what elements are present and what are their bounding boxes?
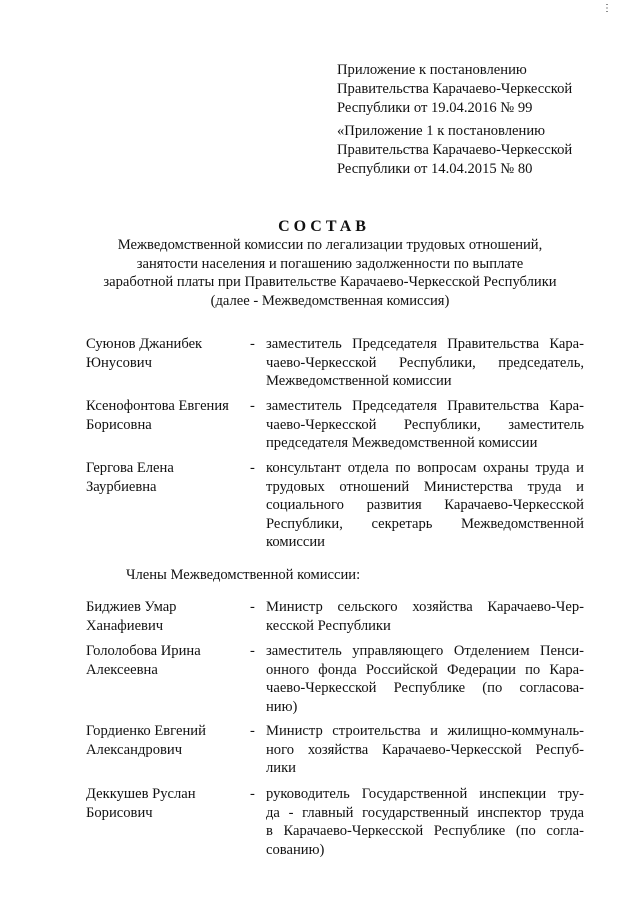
appendix-reference-original bbox=[337, 122, 597, 179]
entry-dash: - bbox=[250, 643, 255, 659]
role-line: Республики, секретарь Межведомственной bbox=[266, 515, 584, 532]
entry-role bbox=[266, 335, 584, 391]
entry-name bbox=[86, 335, 246, 372]
name-line: Гололобова Ирина bbox=[86, 643, 201, 659]
appendix-line: Республики от 19.04.2016 № 99 bbox=[337, 100, 533, 116]
name-line: Гордиенко Евгений bbox=[86, 723, 206, 739]
role-line: онного фонда Российской Федерации по Кара- bbox=[266, 661, 584, 678]
name-line: Заурбиевна bbox=[86, 478, 157, 495]
entry-name bbox=[86, 397, 246, 434]
appendix-line: Приложение к постановлению bbox=[337, 62, 527, 78]
role-line: заместитель Председателя Правительства Кара- bbox=[266, 336, 584, 352]
entry-role bbox=[266, 598, 584, 635]
name-line: Алексеевна bbox=[86, 661, 158, 678]
corner-mark: ⋮ bbox=[602, 3, 612, 14]
entry-role bbox=[266, 722, 584, 778]
role-line: в Карачаево-Черкесской Республике (по согла- bbox=[266, 823, 584, 839]
role-line: лики bbox=[266, 760, 296, 776]
subtitle-line: заработной платы при Правительстве Карачаево-Черкесской Республики bbox=[103, 274, 557, 290]
name-line: Юнусович bbox=[86, 354, 152, 371]
members-heading: Члены Межведомственной комиссии: bbox=[126, 567, 361, 583]
entry-dash: - bbox=[250, 599, 255, 615]
role-line: трудовых отношений Министерства труда и bbox=[266, 478, 584, 495]
role-line: нию) bbox=[266, 698, 298, 715]
role-line: заместитель управляющего Отделением Пенси- bbox=[266, 643, 584, 659]
appendix-line: Правительства Карачаево-Черкесской bbox=[337, 81, 573, 97]
entry-name bbox=[86, 785, 246, 822]
name-line: Ксенофонтова Евгения bbox=[86, 398, 229, 414]
entry-name bbox=[86, 459, 246, 496]
role-line: ного хозяйства Карачаево-Черкесской Респуб- bbox=[266, 741, 584, 758]
name-line: Борисовна bbox=[86, 416, 152, 433]
entry-role bbox=[266, 459, 584, 552]
appendix-reference-current bbox=[337, 61, 597, 118]
role-line: сованию) bbox=[266, 841, 325, 858]
role-line: чаево-Черкесской Республике (по согласова- bbox=[266, 680, 584, 696]
entry-role bbox=[266, 642, 584, 716]
entry-dash: - bbox=[250, 460, 255, 476]
role-line: кесской Республики bbox=[266, 617, 391, 634]
appendix-line: Правительства Карачаево-Черкесской bbox=[337, 142, 573, 158]
name-line: Биджиев Умар bbox=[86, 599, 177, 615]
subtitle-line: занятости населения и погашению задолженности по выплате bbox=[136, 255, 524, 272]
appendix-line: «Приложение 1 к постановлению bbox=[337, 123, 546, 139]
role-line: чаево-Черкесской Республики, председатель, bbox=[266, 354, 584, 371]
entry-name bbox=[86, 642, 246, 679]
entry-dash: - bbox=[250, 786, 255, 802]
role-line: руководитель Государственной инспекции тру- bbox=[266, 786, 584, 802]
entry-name bbox=[86, 722, 246, 759]
name-line: Суюнов Джанибек bbox=[86, 336, 203, 352]
entry-name bbox=[86, 598, 246, 635]
entry-dash: - bbox=[250, 398, 255, 414]
role-line: Министр сельского хозяйства Карачаево-Чер- bbox=[266, 599, 584, 615]
document-title: СОСТАВ bbox=[278, 218, 370, 235]
subtitle-line: Межведомственной комиссии по легализации трудовых отношений, bbox=[117, 237, 543, 253]
entry-role bbox=[266, 397, 584, 453]
name-line: Гергова Елена bbox=[86, 460, 174, 476]
role-line: Министр строительства и жилищно-коммуналь- bbox=[266, 723, 584, 739]
name-line: Александрович bbox=[86, 741, 183, 758]
role-line: консультант отдела по вопросам охраны труда и bbox=[266, 460, 584, 476]
role-line: комиссии bbox=[266, 534, 325, 550]
role-line: да - главный государственный инспектор труда bbox=[266, 804, 584, 821]
name-line: Борисович bbox=[86, 804, 153, 821]
entry-dash: - bbox=[250, 336, 255, 352]
entry-dash: - bbox=[250, 723, 255, 739]
role-line: чаево-Черкесской Республики, заместитель bbox=[266, 416, 584, 433]
role-line: Межведомственной комиссии bbox=[266, 373, 452, 389]
role-line: заместитель Председателя Правительства Кара- bbox=[266, 398, 584, 414]
role-line: председателя Межведомственной комиссии bbox=[266, 435, 538, 451]
name-line: Деккушев Руслан bbox=[86, 786, 196, 802]
subtitle-line: (далее - Межведомственная комиссия) bbox=[210, 292, 450, 309]
name-line: Ханафиевич bbox=[86, 617, 164, 634]
document-subtitle bbox=[80, 236, 580, 310]
role-line: социального развития Карачаево-Черкесской bbox=[266, 497, 584, 513]
appendix-line: Республики от 14.04.2015 № 80 bbox=[337, 161, 533, 177]
entry-role bbox=[266, 785, 584, 859]
